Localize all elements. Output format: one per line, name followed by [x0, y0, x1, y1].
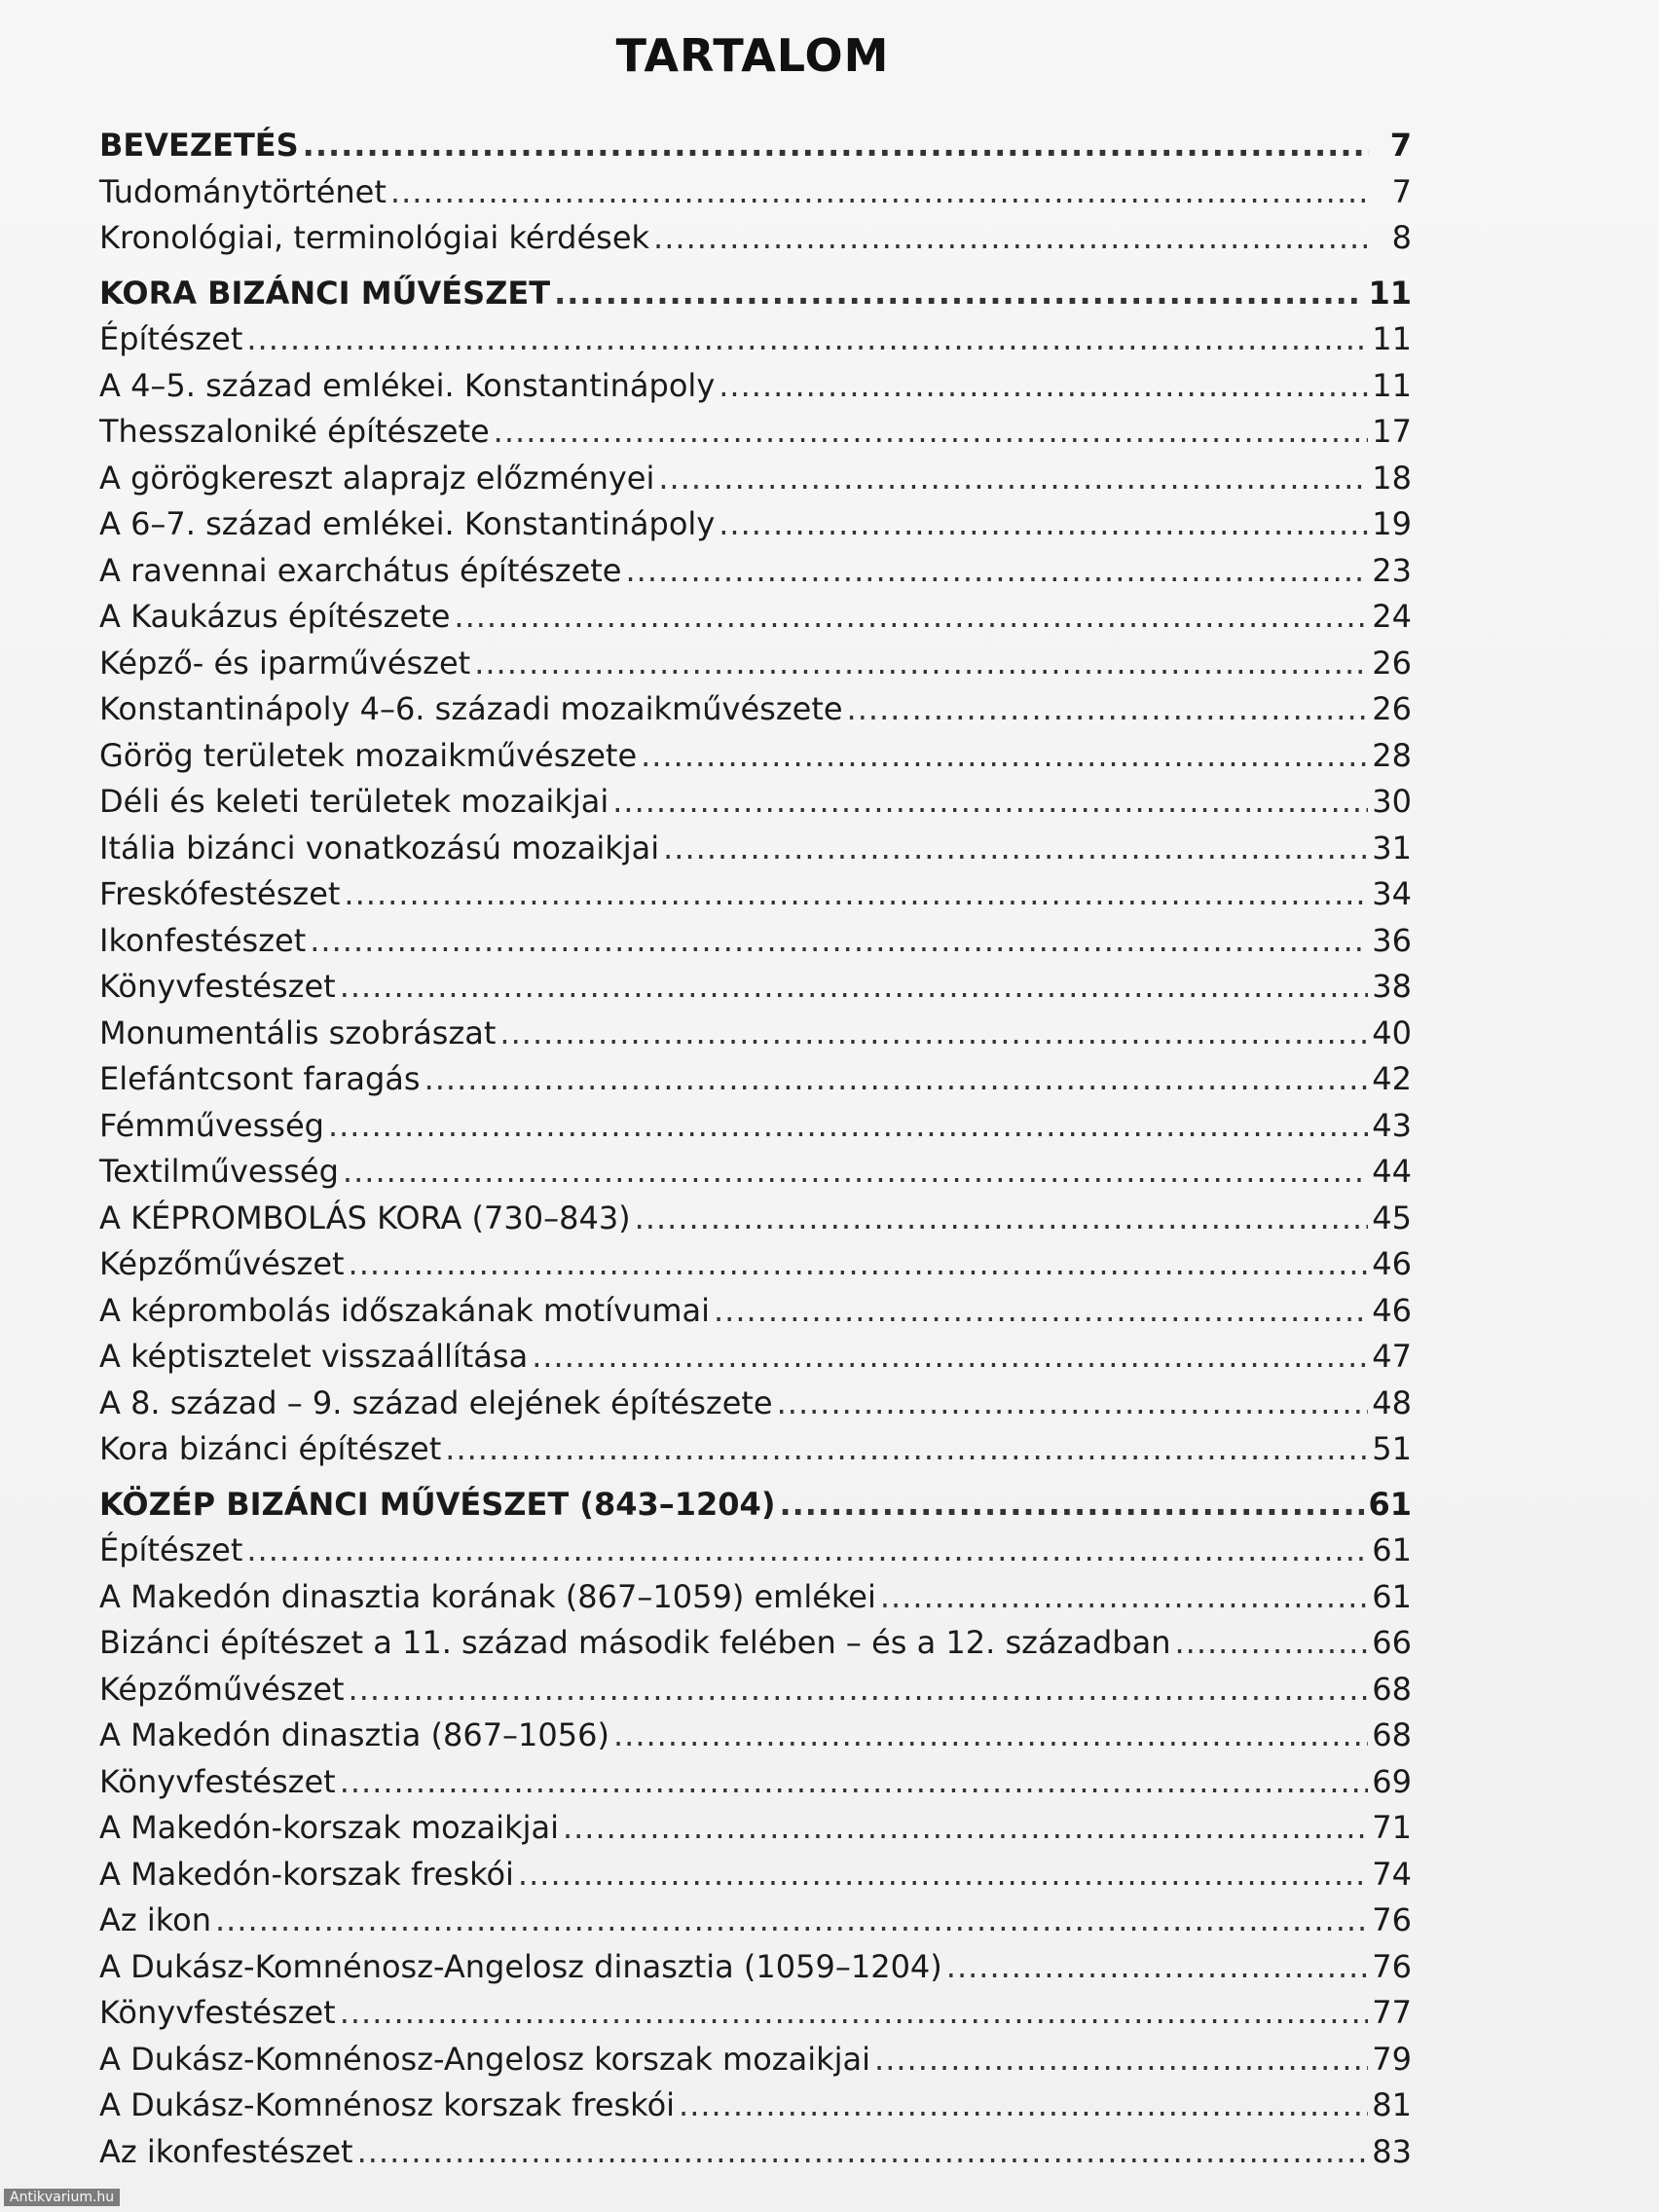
toc-page-number: 26	[1372, 644, 1412, 682]
toc-entry-label: A Dukász-Komnénosz korszak freskói	[99, 2086, 676, 2123]
toc-entry-label: Könyvfestészet	[99, 1994, 336, 2031]
toc-entry-label: Bizánci építészet a 11. század második felében – és a 12. században	[99, 1624, 1171, 1661]
toc-entry	[99, 1241, 1412, 1288]
toc-entry	[99, 1944, 1412, 1991]
toc-page-number: 81	[1372, 2086, 1412, 2123]
toc-page-number: 38	[1372, 968, 1412, 1005]
toc-page-number: 31	[1372, 829, 1412, 866]
toc-entry	[99, 1381, 1412, 1427]
toc-entry-label: Ikonfestészet	[99, 921, 307, 959]
toc-page-number: 45	[1372, 1198, 1412, 1236]
toc-entry-label: A Makedón-korszak mozaikjai	[99, 1809, 559, 1846]
page-title: TARTALOM	[615, 29, 890, 82]
toc-entry-label: Képzőművészet	[99, 1670, 345, 1708]
toc-page-number: 71	[1372, 1809, 1412, 1846]
toc-entry-label: Tudománytörténet	[99, 172, 387, 210]
toc-page-number: 11	[1372, 320, 1412, 357]
toc-entry-label: A képrombolás időszakának motívumai	[99, 1291, 710, 1329]
toc-entry	[99, 456, 1412, 502]
toc-entry-label: BEVEZETÉS	[99, 127, 299, 164]
toc-page-number: 19	[1372, 505, 1412, 542]
toc-page-number: 18	[1372, 459, 1412, 497]
toc-page-number: 79	[1372, 2040, 1412, 2078]
toc-leader-dots	[847, 686, 1369, 733]
toc-entry-label: A Dukász-Komnénosz-Angelosz korszak mozaikjai	[99, 2040, 871, 2078]
toc-entry	[99, 1990, 1412, 2037]
toc-entry-label: A KÉPROMBOLÁS KORA (730–843)	[99, 1198, 631, 1236]
toc-section-heading	[99, 271, 1412, 317]
toc-entry	[99, 1759, 1412, 1806]
toc-leader-dots	[310, 918, 1368, 965]
toc-page-number: 17	[1372, 413, 1412, 450]
toc-entry-label: KORA BIZÁNCI MŰVÉSZET	[99, 274, 551, 312]
toc-entry-label: KÖZÉP BIZÁNCI MŰVÉSZET (843–1204)	[99, 1485, 776, 1523]
toc-entry	[99, 215, 1412, 262]
toc-leader-dots	[303, 123, 1369, 169]
toc-leader-dots	[613, 1713, 1368, 1759]
toc-entry-label: Monumentális szobrászat	[99, 1014, 497, 1051]
toc-leader-dots	[340, 964, 1369, 1011]
toc-leader-dots	[714, 1288, 1368, 1335]
toc-leader-dots	[343, 1149, 1368, 1196]
toc-leader-dots	[641, 733, 1368, 780]
toc-leader-dots	[246, 1528, 1368, 1574]
toc-leader-dots	[779, 1482, 1364, 1529]
toc-page-number: 11	[1372, 366, 1412, 404]
toc-entry	[99, 363, 1412, 410]
toc-entry	[99, 686, 1412, 733]
toc-entry	[99, 2037, 1412, 2083]
toc-entry-label: Könyvfestészet	[99, 1762, 336, 1800]
toc-entry	[99, 641, 1412, 687]
toc-entry	[99, 2083, 1412, 2129]
toc-entry	[99, 964, 1412, 1011]
toc-entry	[99, 1528, 1412, 1574]
toc-entry-label: A Kaukázus építészete	[99, 598, 451, 635]
toc-entry-label: Görög területek mozaikművészete	[99, 736, 638, 774]
toc-entry-label: A görögkereszt alaprajz előzményei	[99, 459, 655, 497]
toc-leader-dots	[653, 215, 1369, 262]
toc-entry	[99, 2129, 1412, 2176]
toc-page-number: 11	[1368, 274, 1412, 312]
toc-leader-dots	[658, 456, 1368, 502]
toc-entry-label: A Makedón dinasztia (867–1056)	[99, 1716, 609, 1753]
toc-entry-label: A ravennai exarchátus építészete	[99, 551, 622, 589]
toc-page-number: 34	[1372, 875, 1412, 912]
toc-entry	[99, 548, 1412, 595]
toc-entry-label: Képzőművészet	[99, 1245, 345, 1282]
toc-section-heading	[99, 1482, 1412, 1529]
toc-leader-dots	[1174, 1620, 1368, 1667]
toc-entry-label: Déli és keleti területek mozaikjai	[99, 783, 609, 820]
toc-page-number: 44	[1372, 1153, 1412, 1190]
toc-page-number: 76	[1372, 1901, 1412, 1938]
toc-entry-label: Építészet	[99, 1531, 243, 1568]
toc-leader-dots	[679, 2083, 1368, 2129]
toc-leader-dots	[474, 641, 1368, 687]
toc-entry	[99, 1426, 1412, 1473]
toc-entry-label: Elefántcsont faragás	[99, 1060, 421, 1097]
toc-leader-dots	[246, 316, 1368, 363]
toc-entry	[99, 1196, 1412, 1242]
toc-page-number: 36	[1372, 921, 1412, 959]
toc-leader-dots	[777, 1381, 1369, 1427]
toc-leader-dots	[390, 169, 1369, 216]
toc-entry-label: A Dukász-Komnénosz-Angelosz dinasztia (1059–1204)	[99, 1947, 942, 1985]
toc-leader-dots	[663, 826, 1368, 872]
toc-entry-label: Freskófestészet	[99, 875, 341, 912]
toc-page-number: 26	[1372, 690, 1412, 727]
toc-leader-dots	[349, 1241, 1369, 1288]
toc-entry	[99, 779, 1412, 826]
toc-page-number: 7	[1389, 127, 1412, 164]
toc-page-number: 48	[1372, 1383, 1412, 1421]
toc-page-number: 46	[1372, 1291, 1412, 1329]
toc-entry	[99, 1620, 1412, 1667]
toc-entry-label: A Makedón-korszak freskói	[99, 1855, 514, 1893]
toc-entry	[99, 594, 1412, 641]
toc-entry	[99, 1011, 1412, 1057]
toc-leader-dots	[215, 1898, 1368, 1944]
toc-entry	[99, 316, 1412, 363]
toc-page-number: 68	[1372, 1670, 1412, 1708]
toc-page-number: 76	[1372, 1947, 1412, 1985]
toc-leader-dots	[424, 1056, 1369, 1103]
toc-section-heading	[99, 123, 1412, 169]
toc-entry-label: Fémművesség	[99, 1106, 324, 1144]
toc-page-number: 69	[1372, 1762, 1412, 1800]
toc-page-number: 7	[1391, 172, 1412, 210]
toc-entry	[99, 1852, 1412, 1899]
toc-leader-dots	[340, 1759, 1369, 1806]
toc-entry-label: Kronológiai, terminológiai kérdések	[99, 219, 650, 256]
toc-page-number: 83	[1372, 2132, 1412, 2170]
toc-leader-dots	[874, 2037, 1368, 2083]
toc-page-number: 68	[1372, 1716, 1412, 1753]
toc-leader-dots	[494, 409, 1369, 456]
toc-entry	[99, 409, 1412, 456]
toc-leader-dots	[454, 594, 1368, 641]
toc-leader-dots	[719, 501, 1368, 548]
toc-entry	[99, 1056, 1412, 1103]
toc-entry-label: Képző- és iparművészet	[99, 644, 471, 682]
toc-entry	[99, 1713, 1412, 1759]
toc-entry	[99, 918, 1412, 965]
toc-entry	[99, 1805, 1412, 1852]
toc-page-number: 30	[1372, 783, 1412, 820]
toc-entry-label: A 6–7. század emlékei. Konstantinápoly	[99, 505, 716, 542]
toc-page-number: 24	[1372, 598, 1412, 635]
table-of-contents	[99, 123, 1412, 2175]
toc-page-number: 47	[1372, 1338, 1412, 1375]
toc-entry-label: Az ikon	[99, 1901, 211, 1938]
toc-page-number: 42	[1372, 1060, 1412, 1097]
toc-page-number: 61	[1372, 1531, 1412, 1568]
toc-entry-label: Thesszaloniké építészete	[99, 413, 490, 450]
toc-page-number: 77	[1372, 1994, 1412, 2031]
toc-page-number: 46	[1372, 1245, 1412, 1282]
toc-entry-label: Textilművesség	[99, 1153, 339, 1190]
toc-leader-dots	[340, 1990, 1369, 2037]
toc-leader-dots	[946, 1944, 1369, 1991]
toc-entry-label: Az ikonfestészet	[99, 2132, 353, 2170]
toc-leader-dots	[532, 1334, 1368, 1381]
toc-entry	[99, 1667, 1412, 1714]
toc-page-number: 28	[1372, 736, 1412, 774]
toc-leader-dots	[518, 1852, 1368, 1899]
toc-entry-label: A Makedón dinasztia korának (867–1059) emlékei	[99, 1577, 876, 1615]
watermark: Antikvarium.hu	[4, 2189, 120, 2206]
toc-entry-label: A 8. század – 9. század elejének építészete	[99, 1383, 773, 1421]
toc-entry	[99, 1898, 1412, 1944]
toc-leader-dots	[635, 1196, 1369, 1242]
toc-leader-dots	[625, 548, 1368, 595]
toc-leader-dots	[563, 1805, 1368, 1852]
toc-entry	[99, 501, 1412, 548]
toc-page-number: 43	[1372, 1106, 1412, 1144]
toc-page-number: 51	[1372, 1430, 1412, 1467]
toc-entry-label: A képtisztelet visszaállítása	[99, 1338, 529, 1375]
toc-leader-dots	[328, 1103, 1368, 1150]
toc-leader-dots	[719, 363, 1368, 410]
toc-entry	[99, 1103, 1412, 1150]
toc-entry-label: A 4–5. század emlékei. Konstantinápoly	[99, 366, 716, 404]
toc-leader-dots	[880, 1574, 1368, 1621]
toc-leader-dots	[554, 271, 1364, 317]
toc-entry	[99, 1334, 1412, 1381]
toc-page-number: 66	[1372, 1624, 1412, 1661]
toc-entry	[99, 1574, 1412, 1621]
toc-leader-dots	[349, 1667, 1369, 1714]
toc-leader-dots	[612, 779, 1368, 826]
toc-entry-label: Építészet	[99, 320, 243, 357]
toc-page-number: 8	[1391, 219, 1412, 256]
toc-entry	[99, 1149, 1412, 1196]
toc-entry	[99, 169, 1412, 216]
toc-entry-label: Itália bizánci vonatkozású mozaikjai	[99, 829, 660, 866]
toc-entry-label: Kora bizánci építészet	[99, 1430, 442, 1467]
toc-page-number: 40	[1372, 1014, 1412, 1051]
toc-page-number: 61	[1368, 1485, 1412, 1523]
toc-page-number: 23	[1372, 551, 1412, 589]
toc-entry	[99, 1288, 1412, 1335]
toc-entry	[99, 871, 1412, 918]
toc-entry	[99, 733, 1412, 780]
toc-entry-label: Könyvfestészet	[99, 968, 336, 1005]
toc-entry	[99, 826, 1412, 872]
toc-leader-dots	[445, 1426, 1368, 1473]
toc-page-number: 61	[1372, 1577, 1412, 1615]
toc-leader-dots	[344, 871, 1368, 918]
toc-leader-dots	[357, 2129, 1369, 2176]
toc-entry-label: Konstantinápoly 4–6. századi mozaikművészete	[99, 690, 843, 727]
toc-leader-dots	[499, 1011, 1368, 1057]
toc-page-number: 74	[1372, 1855, 1412, 1893]
